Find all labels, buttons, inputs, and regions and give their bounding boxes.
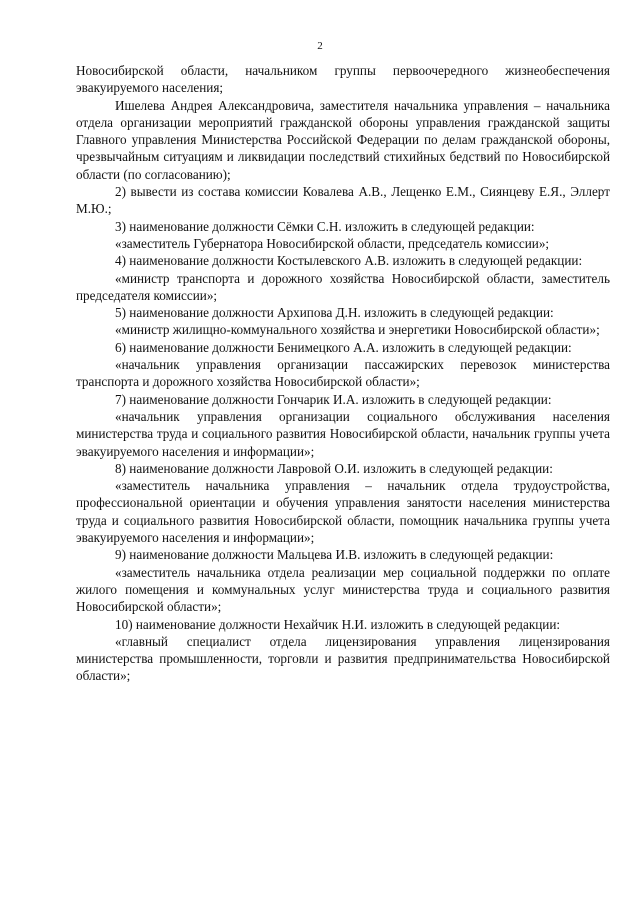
paragraph: «министр транспорта и дорожного хозяйства Новосибирской области, заместитель председателя комиссии»; (76, 270, 610, 303)
paragraph: «министр жилищно-коммунального хозяйства и энергетики Новосибирской области»; (115, 322, 600, 338)
paragraph: 2) вывести из состава комиссии Ковалева А.В., Лещенко Е.М., Сиянцеву Е.Я., Эллерт М.Ю.; (76, 184, 610, 217)
paragraph: Ишелева Андрея Александровича, заместителя начальника управления – начальника отдела организации мероприятий гражданской обороны управления гражданской защиты Главного управления Министерства Российской Федерации по делам гражданской обороны, чрезвычайным ситуациям и ликвидации последствий стихийных бедствий по Новосибирской области (по согласованию); (76, 97, 610, 182)
paragraph: 7) наименование должности Гончарик И.А. изложить в следующей редакции: (115, 391, 552, 407)
paragraph: «заместитель Губернатора Новосибирской области, председатель комиссии»; (115, 235, 550, 251)
paragraph: «заместитель начальника отдела реализации мер социальной поддержки по оплате жилого помещения и коммунальных услуг министерства труда и социального развития Новосибирской области»; (76, 564, 610, 615)
paragraph: «заместитель начальника управления – начальник отдела трудоустройства, профессиональной ориентации и обучения управления занятости населения министерства труда и социального развития Новосибирской области, помощник начальника группы учета эвакуируемого населения и информации»; (76, 478, 610, 546)
paragraph: «начальник управления организации социального обслуживания населения министерства труда и социального развития Новосибирской области, начальник группы учета эвакуируемого населения и информации»; (76, 408, 610, 459)
paragraph: 5) наименование должности Архипова Д.Н. изложить в следующей редакции: (115, 305, 554, 321)
paragraph: 4) наименование должности Костылевского А.В. изложить в следующей редакции: (115, 253, 583, 269)
paragraph: Новосибирской области, начальником группы первоочередного жизнеобеспечения эвакуируемого населения; (76, 63, 610, 96)
page-number: 2 (317, 40, 323, 52)
paragraph: 6) наименование должности Бенимецкого А.А. изложить в следующей редакции: (115, 339, 572, 355)
paragraph: 3) наименование должности Сёмки С.Н. изложить в следующей редакции: (115, 218, 535, 234)
paragraph: 10) наименование должности Нехайчик Н.И. изложить в следующей редакции: (115, 616, 561, 632)
paragraph: «начальник управления организации пассажирских перевозок министерства транспорта и дорожного хозяйства Новосибирской области»; (76, 357, 610, 390)
paragraph: 8) наименование должности Лавровой О.И. изложить в следующей редакции: (115, 460, 553, 476)
document-body (76, 62, 610, 685)
paragraph: «главный специалист отдела лицензирования управления лицензирования министерства промышленности, торговли и развития предпринимательства Новосибирской области»; (76, 633, 610, 684)
paragraph: 9) наименование должности Мальцева И.В. изложить в следующей редакции: (115, 547, 554, 563)
